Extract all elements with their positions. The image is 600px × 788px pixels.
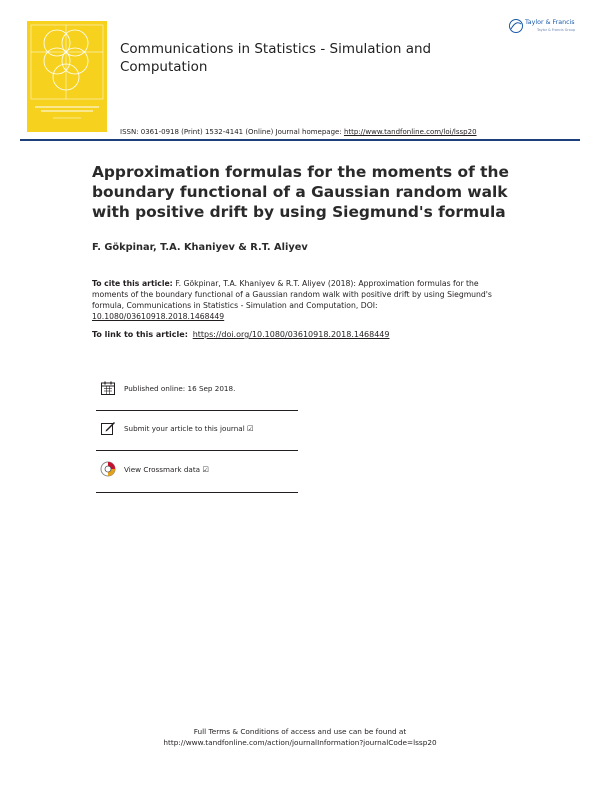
footer-line-1: Full Terms & Conditions of access and use can be found at bbox=[193, 727, 407, 736]
meta-divider bbox=[96, 450, 298, 451]
journal-title: Communications in Statistics - Simulation and Computation bbox=[120, 41, 432, 75]
meta-divider bbox=[96, 410, 298, 411]
journal-homepage-link[interactable]: http://www.tandfonline.com/loi/lssp20 bbox=[343, 128, 477, 136]
publisher-sub: Taylor & Francis Group bbox=[537, 28, 576, 32]
external-link-icon: ☑ bbox=[247, 424, 254, 433]
citation-block bbox=[92, 278, 507, 322]
crossmark-link[interactable] bbox=[124, 465, 209, 474]
citation-doi[interactable]: 10.1080/03610918.2018.1468449 bbox=[92, 312, 225, 321]
article-doi-link[interactable]: https://doi.org/10.1080/03610918.2018.1468449 bbox=[192, 330, 390, 339]
citation-label: To cite this article: bbox=[92, 279, 176, 288]
article-link-line bbox=[92, 330, 390, 339]
journal-cover-image bbox=[27, 21, 107, 132]
publisher-logo-icon bbox=[508, 18, 524, 34]
citation-text: F. Gökpinar, T.A. Khaniyev & R.T. Aliyev (2018): Approximation formulas for the moments of the boundary functional of a Gaussian random walk with positive drift by using Siegmund's formula, Communications in Statistics - Simulation and Computation, DOI: bbox=[92, 279, 492, 310]
submit-article-label: Submit your article to this journal bbox=[124, 424, 245, 433]
external-link-icon: ☑ bbox=[202, 465, 209, 474]
article-title: Approximation formulas for the moments of the boundary functional of a Gaussian random walk with positive drift by using Siegmund's formula bbox=[92, 163, 509, 221]
header-divider bbox=[20, 139, 580, 141]
edit-icon bbox=[100, 420, 116, 436]
crossmark-label: View Crossmark data bbox=[124, 465, 201, 474]
article-link-label: To link to this article: bbox=[92, 330, 191, 339]
meta-divider bbox=[96, 492, 298, 493]
article-authors: F. Gökpinar, T.A. Khaniyev & R.T. Aliyev bbox=[92, 242, 308, 253]
footer-terms bbox=[0, 726, 600, 748]
crossmark-icon bbox=[100, 461, 116, 477]
published-online-label: Published online: 16 Sep 2018. bbox=[124, 384, 236, 393]
submit-article-link[interactable] bbox=[124, 424, 253, 433]
issn-line bbox=[120, 128, 477, 136]
publisher-name: Taylor & Francis bbox=[525, 19, 575, 26]
calendar-icon bbox=[100, 380, 116, 396]
issn-text: ISSN: 0361-0918 (Print) 1532-4141 (Online) Journal homepage: bbox=[120, 128, 344, 136]
publisher-logo bbox=[506, 18, 584, 38]
footer-terms-link[interactable]: http://www.tandfonline.com/action/journalInformation?journalCode=lssp20 bbox=[163, 738, 437, 747]
